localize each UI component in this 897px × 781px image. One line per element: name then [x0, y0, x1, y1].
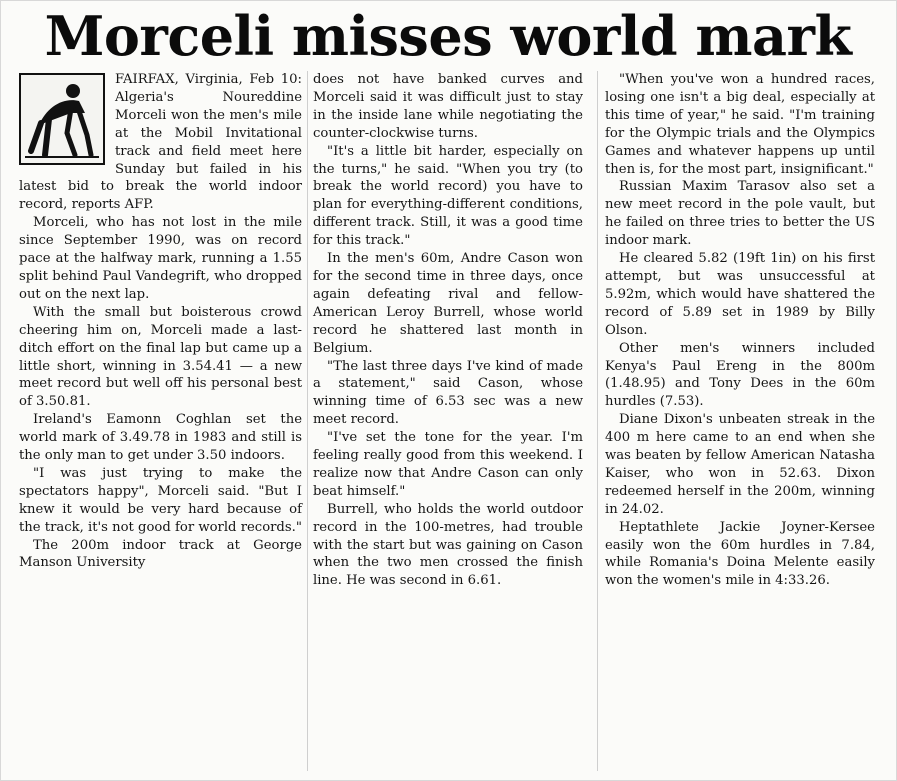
paragraph: With the small but boisterous crowd cheering him on, Morceli made a last-ditch effort on the final lap but came up a little short, winning in 3.54.41 — a new meet record but well off his personal best of 3.50.81.	[19, 304, 302, 410]
paragraph: FAIRFAX, Virginia, Feb 10: Algeria's Noureddine Morceli won the men's mile at the Mobil Invitational track and field meet here Sunday but failed in his latest bid to break the world indoor record, reports AFP.	[19, 72, 302, 213]
paragraph: Other men's winners included Kenya's Paul Ereng in the 800m (1.48.95) and Tony Dees in the 60m hurdles (7.53).	[605, 340, 875, 410]
sprinter-icon	[19, 73, 105, 165]
paragraph: Diane Dixon's unbeaten streak in the 400 m here came to an end when she was beaten by fellow American Natasha Kaiser, who won in 52.63. Dixon redeemed herself in the 200m, winning in 24.02.	[605, 412, 875, 517]
paragraph: In the men's 60m, Andre Cason won for the second time in three days, once again defeating rival and fellow-American Leroy Burrell, whose world record he shattered last month in Belgium.	[313, 251, 583, 356]
paragraph: "The last three days I've kind of made a statement," said Cason, whose winning time of 6.53 sec was a new meet record.	[313, 358, 583, 428]
paragraph: "I've set the tone for the year. I'm feeling really good from this weekend. I realize now that Andre Cason can only beat himself."	[313, 430, 583, 499]
paragraph: "When you've won a hundred races, losing one isn't a big deal, especially at this time of year," he said. "I'm training for the Olympic trials and the Olympics Games and whatever happens up until then is, for the most part, insignificant."	[605, 72, 875, 177]
article-column-2	[313, 71, 583, 590]
paragraph: Heptathlete Jackie Joyner-Kersee easily won the 60m hurdles in 7.84, while Romania's Doina Melente easily won the women's mile in 4:33.26.	[605, 519, 875, 589]
paragraph: Burrell, who holds the world outdoor record in the 100-metres, had trouble with the start but was gaining on Cason when the two men crossed the finish line. He was second in 6.61.	[313, 501, 583, 589]
paragraph: Ireland's Eamonn Coghlan set the world mark of 3.49.78 in 1983 and still is the only man to get under 3.50 indoors.	[19, 412, 302, 464]
column-divider	[597, 71, 598, 771]
paragraph: Russian Maxim Tarasov also set a new meet record in the pole vault, but he failed on three tries to better the US indoor mark.	[605, 179, 875, 249]
paragraph: He cleared 5.82 (19ft 1in) on his first attempt, but was unsuccessful at 5.92m, which would have shattered the record of 5.89 set in 1989 by Billy Olson.	[605, 251, 875, 338]
paragraph: Morceli, who has not lost in the mile since September 1990, was on record pace at the halfway mark, running a 1.55 split behind Paul Vandegrift, who dropped out on the next lap.	[19, 215, 302, 302]
paragraph: does not have banked curves and Morceli said it was difficult just to stay in the inside lane while negotiating the counter-clockwise turns.	[313, 72, 583, 141]
paragraph: "I was just trying to make the spectators happy", Morceli said. "But I knew it would be very hard because of the track, it's not good for world records."	[19, 465, 302, 535]
paragraph: The 200m indoor track at George Manson University	[19, 537, 302, 571]
column-divider	[307, 71, 308, 771]
article-column-3	[605, 71, 875, 590]
paragraph: "It's a little bit harder, especially on the turns," he said. "When you try (to break the world record) you have to plan for everything-different conditions, different track. Still, it was a good time for this track."	[313, 143, 583, 249]
article-column-1	[19, 71, 302, 572]
headline: Morceli misses world mark	[44, 4, 852, 68]
